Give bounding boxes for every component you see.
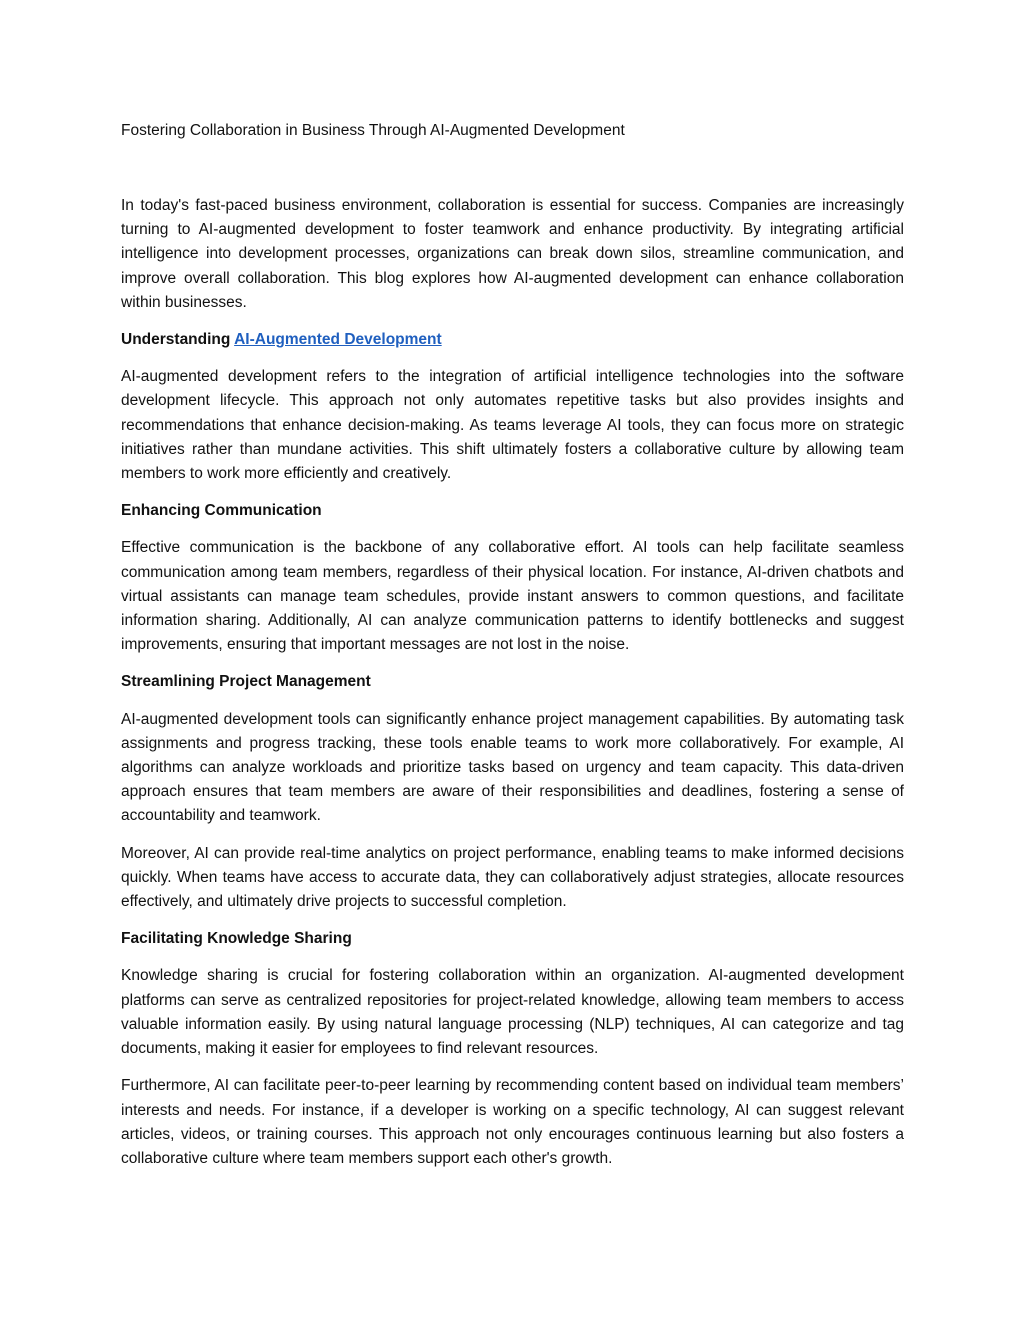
ai-augmented-development-link[interactable]: AI-Augmented Development — [234, 331, 442, 349]
section-paragraph: Moreover, AI can provide real-time analytics on project performance, enabling teams to make informed decisions quickly. When teams have access to accurate data, they can collaboratively adjust strategies, allocate resources effectively, and ultimately drive projects to successful completion. — [121, 844, 904, 911]
section-heading-project-management: Streamlining Project Management — [121, 673, 371, 691]
section-heading-understanding — [121, 328, 904, 352]
section-paragraph: AI-augmented development refers to the integration of artificial intelligence technologies into the software development lifecycle. This approach not only automates repetitive tasks but also provides insights and recommendations that enhance decision-making. As teams leverage AI tools, they can focus more on strategic initiatives rather than mundane activities. This shift ultimately fosters a collaborative culture by allowing team members to work more efficiently and creatively. — [121, 368, 904, 483]
section-paragraph: Knowledge sharing is crucial for fostering collaboration within an organization. AI-augmented development platforms can serve as centralized repositories for project-related knowledge, allowing team members to access valuable information easily. By using natural language processing (NLP) techniques, AI can categorize and tag documents, making it easier for employees to find relevant resources. — [121, 967, 904, 1058]
document-title: Fostering Collaboration in Business Through AI-Augmented Development — [121, 122, 625, 139]
intro-paragraph: In today's fast-paced business environment, collaboration is essential for success. Companies are increasingly turning to AI-augmented development to foster teamwork and enhance productivity. By integrating artificial intelligence into development processes, organizations can break down silos, streamline communication, and improve overall collaboration. This blog explores how AI-augmented development can enhance collaboration within businesses. — [121, 197, 904, 311]
section-paragraph: AI-augmented development tools can significantly enhance project management capabilities. By automating task assignments and progress tracking, these tools enable teams to work more collaboratively. For example, AI algorithms can analyze workloads and prioritize tasks based on urgency and team capacity. This data-driven approach ensures that team members are aware of their responsibilities and deadlines, fostering a sense of accountability and teamwork. — [121, 710, 904, 825]
section-heading-communication: Enhancing Communication — [121, 502, 322, 520]
section-paragraph: Furthermore, AI can facilitate peer-to-peer learning by recommending content based on individual team members’ interests and needs. For instance, if a developer is working on a specific technology, AI can suggest relevant articles, videos, or training courses. This approach not only encourages continuous learning but also fosters a collaborative culture where team members support each other's growth. — [121, 1077, 904, 1167]
document-page — [121, 118, 904, 1184]
section-heading-prefix: Understanding — [121, 331, 235, 349]
section-heading-knowledge-sharing: Facilitating Knowledge Sharing — [121, 930, 352, 948]
section-paragraph: Effective communication is the backbone of any collaborative effort. AI tools can help facilitate seamless communication among team members, regardless of their physical location. For instance, AI-driven chatbots and virtual assistants can manage team schedules, provide instant answers to common questions, and facilitate information sharing. Additionally, AI can analyze communication patterns to identify bottlenecks and suggest improvements, ensuring that important messages are not lost in the noise. — [121, 539, 904, 654]
